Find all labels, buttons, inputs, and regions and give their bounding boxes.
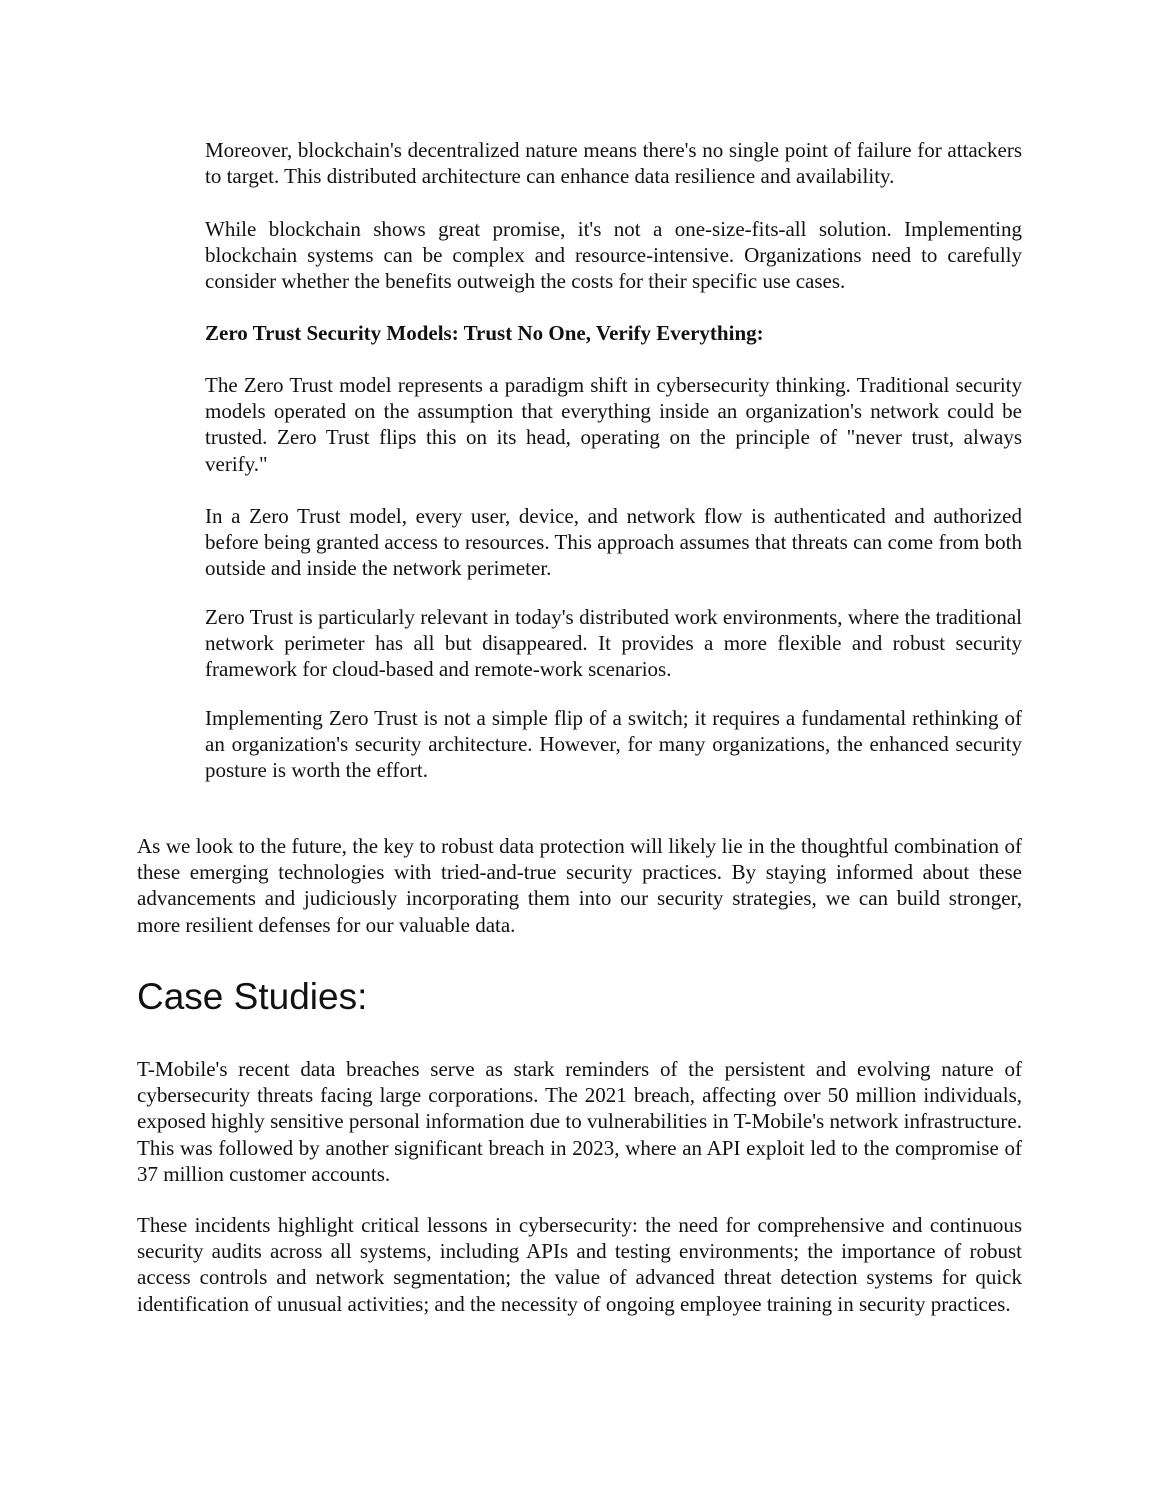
case-studies-paragraph-1: T-Mobile's recent data breaches serve as stark reminders of the persistent and evolving nature of cybersecurity threats facing large corporations. The 2021 breach, affecting over 50 million individuals, exposed highly sensitive personal information due to vulnerabilities in T-Mobile's network infrastructure. This was followed by another significant breach in 2023, where an API exploit led to the compromise of 37 million customer accounts. — [137, 1057, 1022, 1186]
zero-trust-paragraph-3: Zero Trust is particularly relevant in today's distributed work environments, where the traditional network perimeter has all but disappeared. It provides a more flexible and robust security framework for cloud-based and remote-work scenarios. — [205, 605, 1022, 682]
zero-trust-paragraph-4: Implementing Zero Trust is not a simple flip of a switch; it requires a fundamental rethinking of an organization's security architecture. However, for many organizations, the enhanced security posture is worth the effort. — [205, 706, 1022, 783]
zero-trust-paragraph-1: The Zero Trust model represents a paradigm shift in cybersecurity thinking. Traditional security models operated on the assumption that everything inside an organization's network could be trusted. Zero Trust flips this on its head, operating on the principle of "never trust, always verify." — [205, 373, 1022, 476]
zero-trust-heading: Zero Trust Security Models: Trust No One, Verify Everything: — [205, 321, 764, 345]
conclusion-paragraph: As we look to the future, the key to robust data protection will likely lie in the thoughtful combination of these emerging technologies with tried-and-true security practices. By staying informed about these advancements and judiciously incorporating them into our security strategies, we can build stronger, more resilient defenses for our valuable data. — [137, 834, 1022, 937]
case-studies-paragraph-2: These incidents highlight critical lessons in cybersecurity: the need for comprehensive and continuous security audits across all systems, including APIs and testing environments; the importance of robust access controls and network segmentation; the value of advanced threat detection systems for quick identification of unusual activities; and the necessity of ongoing employee training in security practices. — [137, 1213, 1022, 1316]
zero-trust-paragraph-2: In a Zero Trust model, every user, device, and network flow is authenticated and authorized before being granted access to resources. This approach assumes that threats can come from both outside and inside the network perimeter. — [205, 504, 1022, 581]
blockchain-paragraph-1: Moreover, blockchain's decentralized nature means there's no single point of failure for attackers to target. This distributed architecture can enhance data resilience and availability. — [205, 138, 1022, 189]
case-studies-title: Case Studies: — [137, 976, 368, 1017]
blockchain-paragraph-2: While blockchain shows great promise, it's not a one-size-fits-all solution. Implementing blockchain systems can be complex and resource-intensive. Organizations need to carefully consider whether the benefits outweigh the costs for their specific use cases. — [205, 217, 1022, 294]
